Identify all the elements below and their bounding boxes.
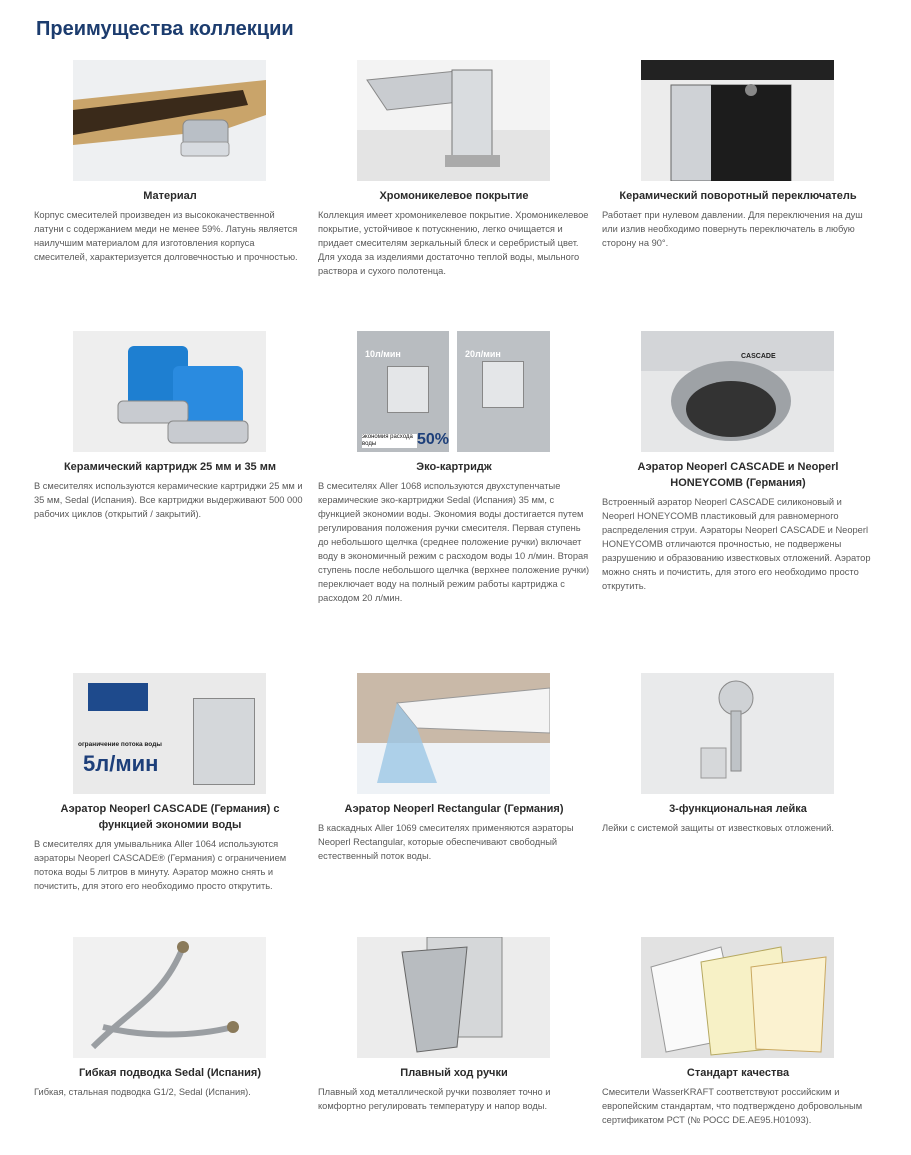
cartridge-photo: [73, 331, 266, 452]
feature-card-chrome: [318, 60, 590, 278]
eco-right-label: 20л/мин: [465, 349, 501, 359]
shower-photo: [641, 673, 834, 794]
flow-caption: ограничение потока воды: [78, 741, 162, 748]
card-text: В смесителях используются керамические картриджи 25 мм и 35 мм, Sedal (Испания). Все картриджи выдерживают 500 000 рабочих циклов (открытий / закрытий).: [34, 481, 303, 519]
feature-card-eco: [318, 331, 590, 605]
eco-photo: [357, 331, 550, 452]
flow-value: 5л/мин: [83, 751, 159, 776]
flow-limit-photo: [73, 673, 266, 794]
feature-card-certificate: [602, 937, 874, 1127]
card-text: Гибкая, стальная подводка G1/2, Sedal (Испания).: [34, 1087, 251, 1097]
card-text: В каскадных Aller 1069 смесителях применяются аэраторы Neoperl Rectangular, которые обеспечивают свободный естественный поток воды.: [318, 823, 574, 861]
material-photo: [73, 60, 266, 181]
card-text: Работает при нулевом давлении. Для переключения на душ или излив необходимо повернуть переключатель в любую сторону на 90°.: [602, 210, 863, 248]
feature-card-flow-limit: [34, 673, 306, 893]
feature-card-material: [34, 60, 306, 264]
feature-card-aerator: [602, 331, 874, 593]
card-title: Стандарт качества: [686, 1067, 790, 1079]
switch-photo: [641, 60, 834, 181]
card-title: Материал: [143, 190, 197, 202]
rectangular-photo: [357, 673, 550, 794]
card-text: В смесителях Aller 1068 используются двухступенчатые керамические эко-картриджи Sedal (Испания) 35 мм, с функцией экономии воды. Экономия воды достигается путем регулирования положения ручки смесителя. Первая ступень до небольшого щелчка (среднее положение ручки) включает воду в экономичный режим с расходом воды 10 л/мин. Вторая ступень после небольшого щелчка (верхнее положение ручки) переключает воду на полный режим работы картриджа с расходом 20 л/мин.: [318, 481, 590, 603]
card-title: Аэратор Neoperl Rectangular (Германия): [344, 803, 564, 815]
card-text: Встроенный аэратор Neoperl CASCADE силиконовый и Neoperl HONEYCOMB пластиковый для равномерного распределения струи. Аэраторы Neoperl CASCADE и Neoperl HONEYCOMB отличаются прочностью, не подвержены разрушению и образованию известковых отложений. Аэратор можно снять и почистить, для этого его необходимо просто открутить.: [602, 497, 871, 591]
page-title: Преимущества коллекции: [36, 18, 294, 40]
feature-card-switch: [602, 60, 874, 250]
chrome-photo: [357, 60, 550, 181]
card-title: 3-функциональная лейка: [669, 803, 807, 815]
card-text: Коллекция имеет хромоникелевое покрытие. Хромоникелевое покрытие, устойчивое к потускнению, легко очищается и придает смесителям зеркальный блеск и серебристый цвет. Для ухода за изделиями достаточно теплой воды, мыльного раствора и сухого полотенца.: [318, 210, 589, 276]
feature-card-shower: [602, 673, 874, 835]
feature-card-cartridge: [34, 331, 306, 521]
eco-left-label: 10л/мин: [365, 349, 401, 359]
feature-card-rectangular: [318, 673, 590, 863]
card-title: Хромоникелевое покрытие: [379, 190, 529, 202]
card-title: Плавный ход ручки: [400, 1067, 508, 1079]
card-title: Эко-картридж: [416, 461, 492, 473]
card-title: Аэратор Neoperl CASCADE (Германия) с функцией экономии воды: [60, 803, 280, 831]
aerator-brand: CASCADE: [741, 353, 776, 360]
card-text: Корпус смесителей произведен из высококачественной латуни с содержанием меди не менее 59%. Латунь является наилучшим материалом для изготовления корпуса смесителей, характеризуется долговечностью и прочностью.: [34, 210, 298, 262]
card-title: Керамический картридж 25 мм и 35 мм: [63, 461, 277, 473]
certificate-photo: [641, 937, 834, 1058]
card-text: Плавный ход металлической ручки позволяет точно и комфортно регулировать температуру и напор воды.: [318, 1087, 551, 1111]
hose-photo: [73, 937, 266, 1058]
handle-photo: [357, 937, 550, 1058]
card-text: Смесители WasserKRAFT соответствуют российским и европейским стандартам, что подтверждено добровольным сертификатом РСТ (№ РОСС DE.AE95.H01093).: [602, 1087, 863, 1125]
card-title: Керамический поворотный переключатель: [619, 190, 857, 202]
card-text: Лейки с системой защиты от известковых отложений.: [602, 823, 834, 833]
card-title: Аэратор Neoperl CASCADE и Neoperl HONEYCOMB (Германия): [637, 461, 839, 489]
eco-caption: экономия расхода воды: [362, 434, 417, 448]
eco-percent: 50%: [417, 431, 450, 448]
card-text: В смесителях для умывальника Aller 1064 используются аэраторы Neoperl CASCADE® (Германия) с ограничением потока воды 5 литров в минуту. Аэратор можно снять и почистить, для этого его необходимо просто открутить.: [34, 839, 287, 891]
feature-card-smooth-handle: [318, 937, 590, 1113]
aerator-photo: [641, 331, 834, 452]
feature-card-hose: [34, 937, 306, 1099]
card-title: Гибкая подводка Sedal (Испания): [78, 1067, 261, 1079]
